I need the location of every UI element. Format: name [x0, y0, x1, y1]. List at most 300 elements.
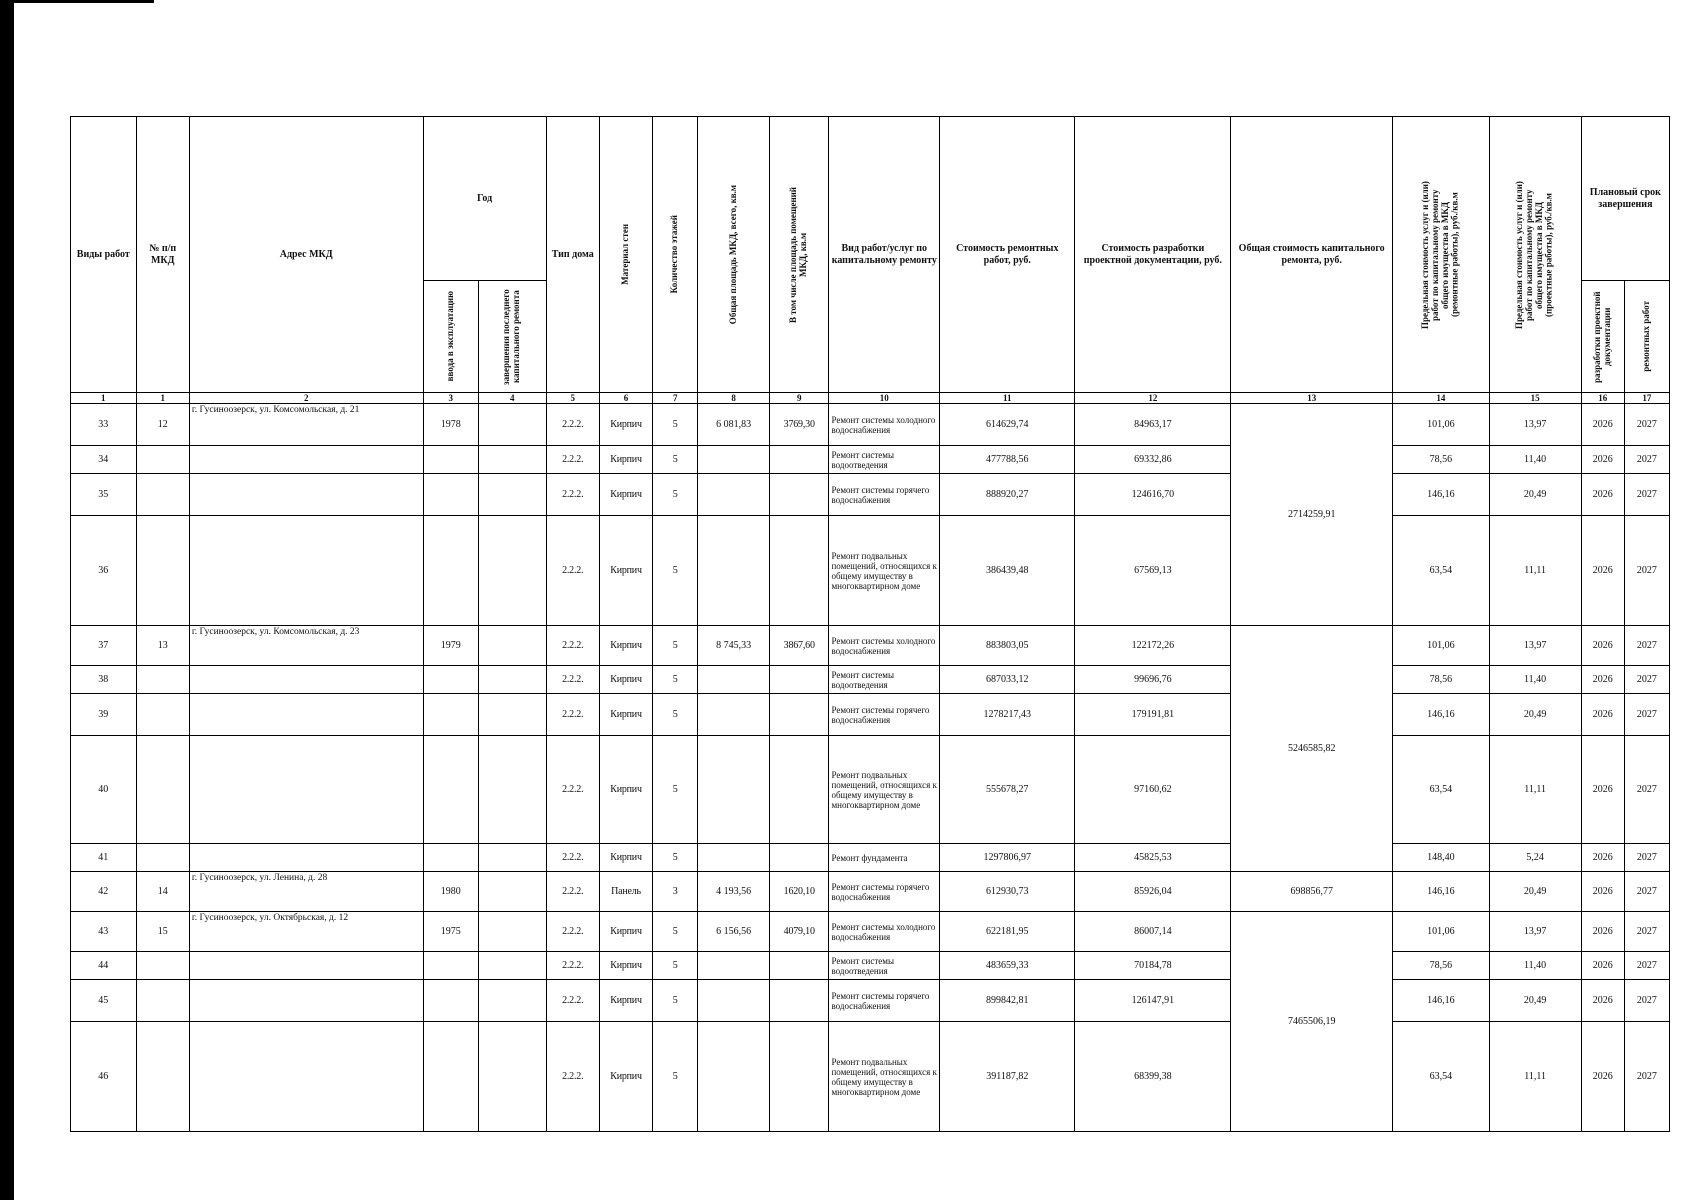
header-etazhi: [653, 117, 698, 393]
cell-limit-repair: 101,06: [1393, 912, 1489, 952]
column-number: 11: [940, 393, 1075, 404]
table-row: [71, 626, 1670, 666]
header-cost-total: Общая стоимость капитального ремонта, руб.: [1231, 117, 1393, 393]
header-area-premises-text: В том числе площадь помещений МКД, кв.м: [788, 186, 809, 323]
cell-limit-design: 13,97: [1489, 404, 1581, 446]
cell-year-commissioned: [423, 666, 478, 694]
column-number: 15: [1489, 393, 1581, 404]
cell-srok-repair: 2027: [1624, 516, 1669, 626]
cell-address: [189, 474, 423, 516]
cell-cost-design: 67569,13: [1075, 516, 1231, 626]
cell-year-last-repair: [478, 626, 546, 666]
cell-cost-repair: 614629,74: [940, 404, 1075, 446]
column-number-row: [71, 393, 1670, 404]
column-number: 10: [829, 393, 940, 404]
cell-area-total: [698, 1022, 770, 1132]
cell-vid-rabot: 38: [71, 666, 137, 694]
header-god-zaversheniya-text: завершения последнего капитального ремонта: [501, 288, 522, 385]
cell-year-commissioned: [423, 474, 478, 516]
cell-cost-design: 86007,14: [1075, 912, 1231, 952]
cell-address: [189, 1022, 423, 1132]
header-vid-rabot: Виды работ: [71, 117, 137, 393]
cell-nn-mkd: [136, 666, 189, 694]
cell-limit-design: 11,40: [1489, 446, 1581, 474]
cell-limit-repair: 101,06: [1393, 404, 1489, 446]
cell-house-type: 2.2.2.: [546, 872, 599, 912]
cell-area-total: 6 156,56: [698, 912, 770, 952]
header-god-zaversheniya: [478, 281, 546, 393]
cell-nn-mkd: [136, 694, 189, 736]
cell-floors: 5: [653, 694, 698, 736]
cell-srok-repair: 2027: [1624, 980, 1669, 1022]
cell-srok-repair: 2027: [1624, 952, 1669, 980]
cell-srok-design: 2026: [1581, 736, 1624, 844]
cell-limit-repair: 146,16: [1393, 474, 1489, 516]
cell-nn-mkd: 14: [136, 872, 189, 912]
cell-cost-total: 5246585,82: [1231, 626, 1393, 872]
cell-year-commissioned: 1980: [423, 872, 478, 912]
column-number: 1: [136, 393, 189, 404]
cell-srok-design: 2026: [1581, 952, 1624, 980]
cell-house-type: 2.2.2.: [546, 980, 599, 1022]
cell-nn-mkd: 13: [136, 626, 189, 666]
table-row: [71, 980, 1670, 1022]
cell-cost-repair: 555678,27: [940, 736, 1075, 844]
cell-cost-design: 179191,81: [1075, 694, 1231, 736]
cell-area-premises: [770, 516, 829, 626]
cell-house-type: 2.2.2.: [546, 1022, 599, 1132]
cell-srok-repair: 2027: [1624, 872, 1669, 912]
cell-floors: 5: [653, 952, 698, 980]
cell-floors: 5: [653, 844, 698, 872]
cell-wall-material: Кирпич: [599, 446, 652, 474]
cell-cost-repair: 899842,81: [940, 980, 1075, 1022]
cell-area-total: [698, 666, 770, 694]
header-limit-repair-text: Предельная стоимость услуг и (или) работ по капитальному ремонту общего имущества в МКД (ремонтные работы), руб./кв.м: [1420, 180, 1460, 329]
cell-work-type: Ремонт системы холодного водоснабжения: [829, 404, 940, 446]
cell-vid-rabot: 33: [71, 404, 137, 446]
cell-nn-mkd: [136, 952, 189, 980]
cell-area-premises: [770, 446, 829, 474]
cell-nn-mkd: 12: [136, 404, 189, 446]
cell-wall-material: Кирпич: [599, 980, 652, 1022]
cell-area-total: 6 081,83: [698, 404, 770, 446]
cell-vid-rabot: 46: [71, 1022, 137, 1132]
cell-address: г. Гусиноозерск, ул. Ленина, д. 28: [189, 872, 423, 912]
cell-work-type: Ремонт системы холодного водоснабжения: [829, 912, 940, 952]
header-area-premises: [770, 117, 829, 393]
cell-limit-design: 20,49: [1489, 474, 1581, 516]
cell-vid-rabot: 34: [71, 446, 137, 474]
cell-srok-design: 2026: [1581, 872, 1624, 912]
scan-mark: [14, 0, 154, 3]
cell-srok-repair: 2027: [1624, 666, 1669, 694]
header-area-total: [698, 117, 770, 393]
cell-area-premises: [770, 1022, 829, 1132]
cell-year-last-repair: [478, 666, 546, 694]
cell-cost-design: 126147,91: [1075, 980, 1231, 1022]
cell-work-type: Ремонт системы водоотведения: [829, 666, 940, 694]
cell-area-total: [698, 474, 770, 516]
table-row: [71, 1022, 1670, 1132]
cell-floors: 5: [653, 736, 698, 844]
cell-cost-design: 69332,86: [1075, 446, 1231, 474]
cell-cost-design: 45825,53: [1075, 844, 1231, 872]
cell-year-last-repair: [478, 844, 546, 872]
table-row: [71, 912, 1670, 952]
header-tip-doma: Тип дома: [546, 117, 599, 393]
cell-vid-rabot: 43: [71, 912, 137, 952]
cell-area-total: [698, 844, 770, 872]
cell-area-premises: [770, 736, 829, 844]
cell-wall-material: Кирпич: [599, 1022, 652, 1132]
cell-limit-repair: 146,16: [1393, 980, 1489, 1022]
cell-year-commissioned: [423, 736, 478, 844]
cell-srok-repair: 2027: [1624, 404, 1669, 446]
cell-limit-design: 11,11: [1489, 736, 1581, 844]
cell-year-last-repair: [478, 694, 546, 736]
cell-vid-rabot: 37: [71, 626, 137, 666]
cell-year-commissioned: 1979: [423, 626, 478, 666]
cell-work-type: Ремонт подвальных помещений, относящихся к общему имуществу в многоквартирном доме: [829, 736, 940, 844]
cell-limit-repair: 78,56: [1393, 446, 1489, 474]
cell-cost-repair: 391187,82: [940, 1022, 1075, 1132]
cell-nn-mkd: [136, 844, 189, 872]
column-number: 6: [599, 393, 652, 404]
cell-area-total: [698, 694, 770, 736]
cell-floors: 5: [653, 626, 698, 666]
cell-srok-repair: 2027: [1624, 912, 1669, 952]
cell-floors: 5: [653, 404, 698, 446]
cell-srok-design: 2026: [1581, 446, 1624, 474]
column-number: 12: [1075, 393, 1231, 404]
scan-border: [0, 0, 14, 1200]
cell-limit-repair: 78,56: [1393, 666, 1489, 694]
cell-work-type: Ремонт системы горячего водоснабжения: [829, 872, 940, 912]
cell-floors: 5: [653, 474, 698, 516]
cell-wall-material: Панель: [599, 872, 652, 912]
cell-vid-rabot: 35: [71, 474, 137, 516]
cell-address: [189, 694, 423, 736]
cell-area-total: [698, 952, 770, 980]
cell-year-last-repair: [478, 872, 546, 912]
column-number: 1: [71, 393, 137, 404]
cell-year-last-repair: [478, 474, 546, 516]
cell-cost-repair: 1297806,97: [940, 844, 1075, 872]
column-number: 9: [770, 393, 829, 404]
cell-area-total: 8 745,33: [698, 626, 770, 666]
table-row: [71, 872, 1670, 912]
cell-vid-rabot: 42: [71, 872, 137, 912]
cell-area-total: 4 193,56: [698, 872, 770, 912]
cell-vid-rabot: 39: [71, 694, 137, 736]
cell-limit-design: 20,49: [1489, 694, 1581, 736]
cell-cost-repair: 483659,33: [940, 952, 1075, 980]
cell-floors: 5: [653, 446, 698, 474]
header-srok-repair: [1624, 281, 1669, 393]
cell-cost-repair: 612930,73: [940, 872, 1075, 912]
cell-limit-repair: 101,06: [1393, 626, 1489, 666]
cell-address: [189, 952, 423, 980]
cell-limit-repair: 146,16: [1393, 694, 1489, 736]
cell-nn-mkd: [136, 736, 189, 844]
cell-area-premises: 3769,30: [770, 404, 829, 446]
cell-cost-repair: 477788,56: [940, 446, 1075, 474]
header-god-vvoda-text: ввода в эксплуатацию: [444, 291, 455, 382]
cell-srok-design: 2026: [1581, 516, 1624, 626]
cell-cost-repair: 386439,48: [940, 516, 1075, 626]
cell-wall-material: Кирпич: [599, 404, 652, 446]
cell-limit-design: 13,97: [1489, 626, 1581, 666]
header-cost-repair: Стоимость ремонтных работ, руб.: [940, 117, 1075, 393]
cell-floors: 5: [653, 516, 698, 626]
cell-srok-design: 2026: [1581, 474, 1624, 516]
cell-srok-repair: 2027: [1624, 844, 1669, 872]
cell-limit-design: 11,11: [1489, 516, 1581, 626]
cell-wall-material: Кирпич: [599, 626, 652, 666]
cell-area-premises: 4079,10: [770, 912, 829, 952]
header-god: Год: [423, 117, 546, 281]
cell-srok-repair: 2027: [1624, 446, 1669, 474]
cell-year-commissioned: [423, 1022, 478, 1132]
table-body: [71, 404, 1670, 1132]
cell-srok-repair: 2027: [1624, 474, 1669, 516]
cell-year-last-repair: [478, 516, 546, 626]
cell-wall-material: Кирпич: [599, 474, 652, 516]
column-number: 13: [1231, 393, 1393, 404]
cell-srok-repair: 2027: [1624, 736, 1669, 844]
cell-limit-repair: 146,16: [1393, 872, 1489, 912]
cell-area-premises: 1620,10: [770, 872, 829, 912]
table-row: [71, 694, 1670, 736]
cell-wall-material: Кирпич: [599, 516, 652, 626]
header-limit-design-text: Предельная стоимость услуг и (или) работ по капитальному ремонту общего имущества в МКД (проектные работы), руб./кв.м: [1514, 180, 1554, 329]
cell-address: [189, 666, 423, 694]
cell-wall-material: Кирпич: [599, 912, 652, 952]
header-address: Адрес МКД: [189, 117, 423, 393]
cell-year-last-repair: [478, 1022, 546, 1132]
table-row: [71, 446, 1670, 474]
cell-address: [189, 516, 423, 626]
cell-area-premises: [770, 474, 829, 516]
cell-cost-design: 122172,26: [1075, 626, 1231, 666]
column-number: 2: [189, 393, 423, 404]
cell-wall-material: Кирпич: [599, 736, 652, 844]
cell-area-total: [698, 446, 770, 474]
cell-house-type: 2.2.2.: [546, 694, 599, 736]
cell-cost-design: 124616,70: [1075, 474, 1231, 516]
header-limit-design: [1489, 117, 1581, 393]
table-row: [71, 404, 1670, 446]
cell-cost-repair: 883803,05: [940, 626, 1075, 666]
cell-srok-repair: 2027: [1624, 694, 1669, 736]
column-number: 17: [1624, 393, 1669, 404]
header-limit-repair: [1393, 117, 1489, 393]
cell-work-type: Ремонт системы горячего водоснабжения: [829, 694, 940, 736]
header-srok: Плановый срок завершения: [1581, 117, 1669, 281]
cell-work-type: Ремонт системы холодного водоснабжения: [829, 626, 940, 666]
cell-vid-rabot: 45: [71, 980, 137, 1022]
cell-vid-rabot: 41: [71, 844, 137, 872]
cell-cost-design: 84963,17: [1075, 404, 1231, 446]
table-row: [71, 736, 1670, 844]
cell-nn-mkd: [136, 446, 189, 474]
cell-limit-repair: 63,54: [1393, 516, 1489, 626]
cell-year-commissioned: [423, 980, 478, 1022]
column-number: 14: [1393, 393, 1489, 404]
cell-srok-design: 2026: [1581, 912, 1624, 952]
cell-area-premises: [770, 980, 829, 1022]
table-row: [71, 474, 1670, 516]
cell-address: [189, 446, 423, 474]
cell-limit-design: 11,11: [1489, 1022, 1581, 1132]
cell-limit-repair: 148,40: [1393, 844, 1489, 872]
capital-repair-table: [70, 116, 1670, 1132]
cell-floors: 5: [653, 980, 698, 1022]
header-cost-design: Стоимость разработки проектной документации, руб.: [1075, 117, 1231, 393]
cell-srok-design: 2026: [1581, 1022, 1624, 1132]
cell-year-last-repair: [478, 404, 546, 446]
column-number: 7: [653, 393, 698, 404]
cell-area-total: [698, 736, 770, 844]
cell-cost-repair: 1278217,43: [940, 694, 1075, 736]
cell-year-last-repair: [478, 912, 546, 952]
cell-address: г. Гусиноозерск, ул. Комсомольская, д. 21: [189, 404, 423, 446]
cell-cost-repair: 888920,27: [940, 474, 1075, 516]
cell-cost-total: 698856,77: [1231, 872, 1393, 912]
cell-cost-repair: 687033,12: [940, 666, 1075, 694]
cell-vid-rabot: 44: [71, 952, 137, 980]
column-number: 4: [478, 393, 546, 404]
column-number: 3: [423, 393, 478, 404]
cell-nn-mkd: [136, 1022, 189, 1132]
cell-limit-repair: 63,54: [1393, 736, 1489, 844]
cell-cost-design: 99696,76: [1075, 666, 1231, 694]
cell-house-type: 2.2.2.: [546, 404, 599, 446]
cell-srok-design: 2026: [1581, 980, 1624, 1022]
cell-cost-design: 70184,78: [1075, 952, 1231, 980]
cell-house-type: 2.2.2.: [546, 516, 599, 626]
cell-year-last-repair: [478, 980, 546, 1022]
cell-house-type: 2.2.2.: [546, 952, 599, 980]
cell-floors: 5: [653, 912, 698, 952]
cell-cost-design: 68399,38: [1075, 1022, 1231, 1132]
cell-srok-design: 2026: [1581, 844, 1624, 872]
header-area-total-text: Общая площадь МКД, всего, кв.м: [727, 184, 738, 325]
table-row: [71, 952, 1670, 980]
cell-area-premises: [770, 666, 829, 694]
cell-year-commissioned: 1978: [423, 404, 478, 446]
cell-limit-repair: 78,56: [1393, 952, 1489, 980]
table-row: [71, 844, 1670, 872]
table-row: [71, 666, 1670, 694]
cell-area-premises: [770, 952, 829, 980]
cell-floors: 5: [653, 1022, 698, 1132]
header-nn-mkd: № п/п МКД: [136, 117, 189, 393]
cell-vid-rabot: 36: [71, 516, 137, 626]
cell-address: г. Гусиноозерск, ул. Октябрьская, д. 12: [189, 912, 423, 952]
cell-wall-material: Кирпич: [599, 952, 652, 980]
cell-year-commissioned: 1975: [423, 912, 478, 952]
cell-limit-design: 13,97: [1489, 912, 1581, 952]
cell-house-type: 2.2.2.: [546, 666, 599, 694]
cell-work-type: Ремонт подвальных помещений, относящихся к общему имуществу в многоквартирном доме: [829, 516, 940, 626]
cell-work-type: Ремонт подвальных помещений, относящихся к общему имуществу в многоквартирном доме: [829, 1022, 940, 1132]
cell-work-type: Ремонт системы водоотведения: [829, 952, 940, 980]
cell-cost-design: 85926,04: [1075, 872, 1231, 912]
table-row: [71, 516, 1670, 626]
cell-address: [189, 844, 423, 872]
cell-area-total: [698, 516, 770, 626]
cell-work-type: Ремонт системы водоотведения: [829, 446, 940, 474]
cell-year-last-repair: [478, 952, 546, 980]
cell-house-type: 2.2.2.: [546, 446, 599, 474]
cell-address: [189, 980, 423, 1022]
cell-area-premises: [770, 844, 829, 872]
header-material-text: Материал стен: [620, 224, 631, 285]
cell-house-type: 2.2.2.: [546, 844, 599, 872]
cell-house-type: 2.2.2.: [546, 912, 599, 952]
cell-nn-mkd: [136, 474, 189, 516]
cell-limit-design: 11,40: [1489, 666, 1581, 694]
cell-address: г. Гусиноозерск, ул. Комсомольская, д. 23: [189, 626, 423, 666]
cell-house-type: 2.2.2.: [546, 474, 599, 516]
cell-wall-material: Кирпич: [599, 666, 652, 694]
header-etazhi-text: Количество этажей: [669, 215, 680, 294]
cell-srok-design: 2026: [1581, 626, 1624, 666]
cell-work-type: Ремонт фундамента: [829, 844, 940, 872]
cell-area-premises: 3867,60: [770, 626, 829, 666]
cell-limit-repair: 63,54: [1393, 1022, 1489, 1132]
cell-year-last-repair: [478, 736, 546, 844]
cell-floors: 3: [653, 872, 698, 912]
cell-limit-design: 11,40: [1489, 952, 1581, 980]
cell-srok-repair: 2027: [1624, 1022, 1669, 1132]
cell-year-commissioned: [423, 446, 478, 474]
cell-cost-total: 7465506,19: [1231, 912, 1393, 1132]
header-material: [599, 117, 652, 393]
cell-nn-mkd: 15: [136, 912, 189, 952]
cell-year-commissioned: [423, 952, 478, 980]
cell-nn-mkd: [136, 516, 189, 626]
column-number: 5: [546, 393, 599, 404]
capital-repair-table-sheet: [70, 116, 1670, 1132]
cell-year-last-repair: [478, 446, 546, 474]
cell-nn-mkd: [136, 980, 189, 1022]
cell-year-commissioned: [423, 694, 478, 736]
cell-address: [189, 736, 423, 844]
column-number: 16: [1581, 393, 1624, 404]
header-god-vvoda: [423, 281, 478, 393]
cell-vid-rabot: 40: [71, 736, 137, 844]
cell-area-premises: [770, 694, 829, 736]
cell-house-type: 2.2.2.: [546, 626, 599, 666]
cell-limit-design: 20,49: [1489, 872, 1581, 912]
cell-work-type: Ремонт системы горячего водоснабжения: [829, 474, 940, 516]
cell-srok-design: 2026: [1581, 404, 1624, 446]
cell-limit-design: 20,49: [1489, 980, 1581, 1022]
cell-work-type: Ремонт системы горячего водоснабжения: [829, 980, 940, 1022]
column-number: 8: [698, 393, 770, 404]
cell-area-total: [698, 980, 770, 1022]
header-srok-design: [1581, 281, 1624, 393]
cell-cost-design: 97160,62: [1075, 736, 1231, 844]
cell-cost-total: 2714259,91: [1231, 404, 1393, 626]
cell-limit-design: 5,24: [1489, 844, 1581, 872]
header-srok-design-text: разработки проектной документации: [1591, 290, 1612, 383]
cell-house-type: 2.2.2.: [546, 736, 599, 844]
cell-srok-design: 2026: [1581, 694, 1624, 736]
